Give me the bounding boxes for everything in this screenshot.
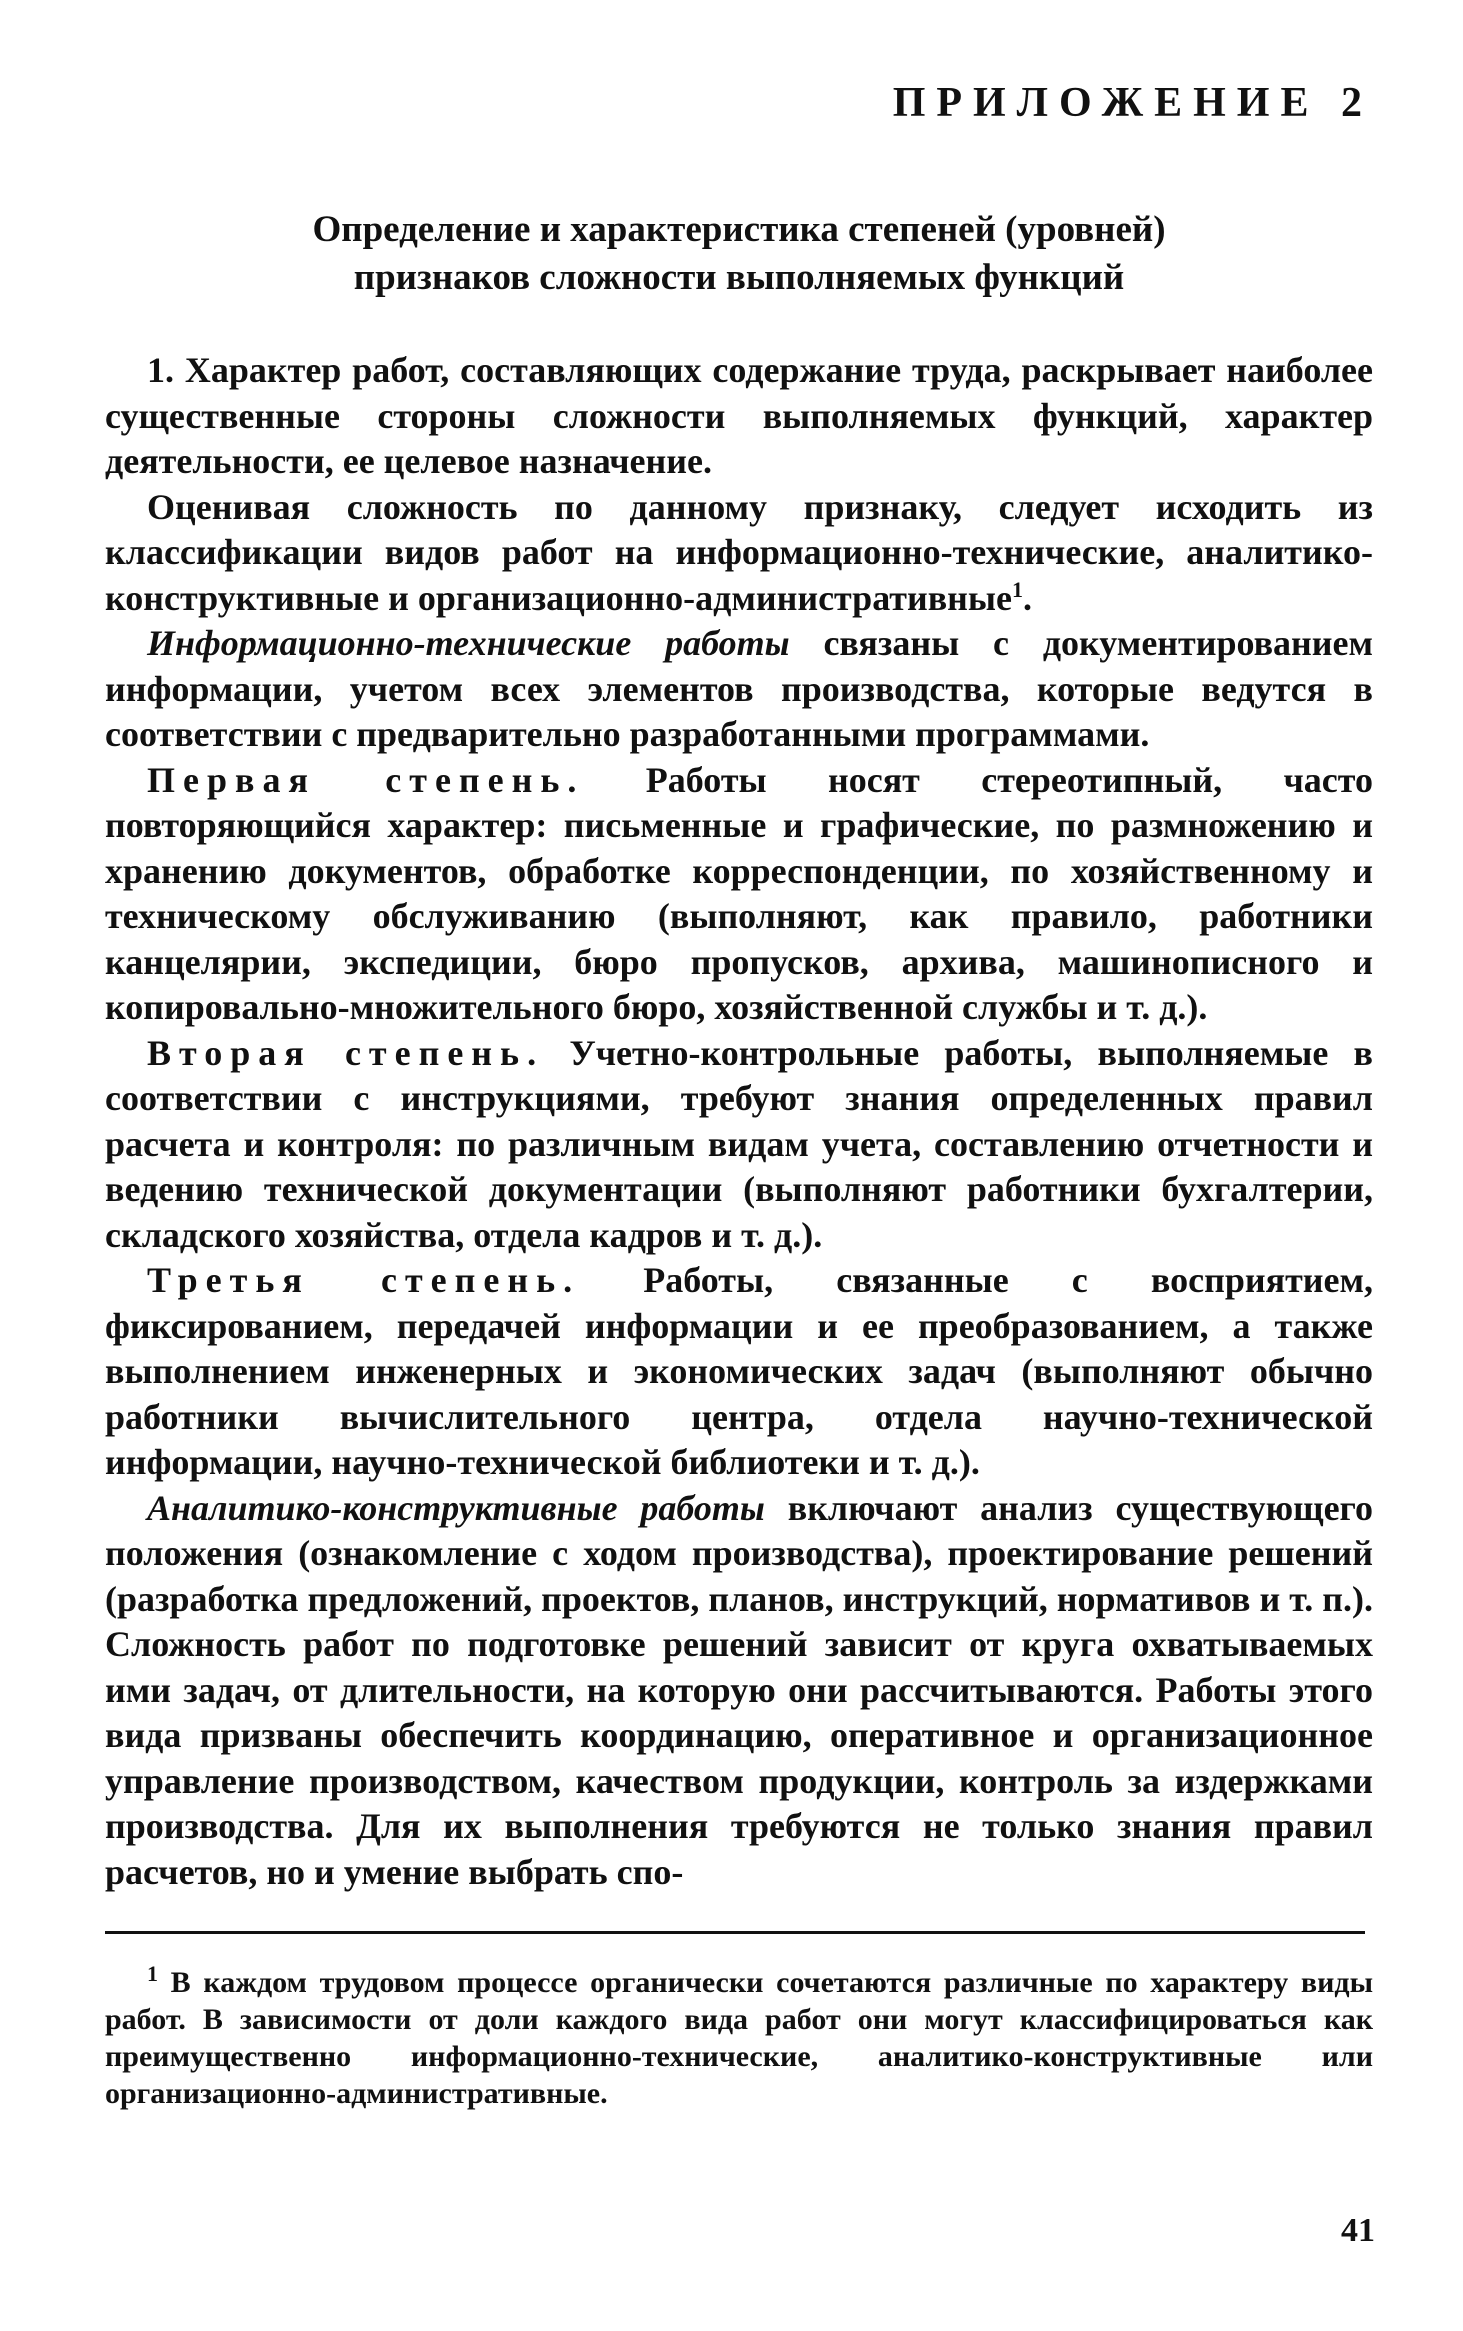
- first-degree-label: Первая степень.: [147, 759, 585, 800]
- section-title-line-1: Определение и характеристика степеней (уровней): [312, 209, 1166, 251]
- paragraph-3: [105, 621, 1373, 758]
- footnote: [105, 1961, 1373, 2112]
- second-degree-text: Учетно-контрольные работы, выполняемые в соответствии с инструкциями, требуют знания определенных правил расчета и контроля: по различным видам учета, составлению отчетности и ведению технической документации (выполняют работники бухгалтерии, складского хозяйства, отдела кадров и т. д.).: [105, 1032, 1373, 1255]
- paragraph-1: 1. Характер работ, составляющих содержание труда, раскрывает наиболее существенные стороны сложности выполняемых функций, характер деятельности, ее целевое назначение.: [105, 350, 1373, 482]
- third-degree-label: Третья степень.: [147, 1260, 581, 1301]
- paragraph-2: [105, 485, 1373, 622]
- paragraph-third-degree: [105, 1258, 1373, 1486]
- paragraph-3-text: связаны с документированием информации, учетом всех элементов производства, которые ведутся в соответствии с предварительно разработанными программами.: [105, 623, 1374, 755]
- appendix-heading: ПРИЛОЖЕНИЕ 2: [892, 80, 1373, 126]
- footnote-reference: 1: [1011, 576, 1023, 602]
- section-title: [105, 206, 1373, 302]
- second-degree-label: Вторая степень.: [147, 1032, 545, 1073]
- page-number: 41: [1341, 2212, 1375, 2249]
- paragraph-analytic-works: [105, 1486, 1373, 1896]
- footnote-text: В каждом трудовом процессе органически сочетаются различные по характеру виды работ. В зависимости от доли каждого вида работ они могут классифицироваться как преимущественно информационно-технические, аналитико-конструктивные или организационно-административные.: [105, 1966, 1373, 2111]
- footnote-divider: [105, 1931, 1365, 1934]
- analytic-works-term: Аналитико-конструктивные работы: [147, 1487, 765, 1528]
- section-title-line-2: признаков сложности выполняемых функций: [353, 257, 1125, 299]
- info-tech-works-term: Информационно-технические работы: [147, 623, 790, 664]
- paragraph-first-degree: [105, 758, 1373, 1031]
- paragraph-2-end: .: [1022, 577, 1032, 618]
- paragraph-second-degree: [105, 1031, 1373, 1259]
- paragraph-2-text: Оценивая сложность по данному признаку, следует исходить из классификации видов работ на информационно-технические, аналитико-конструктивные и организационно-административные: [105, 486, 1373, 618]
- first-degree-text: Работы носят стереотипный, часто повторяющийся характер: письменные и графические, по размножению и хранению документов, обработке корреспонденции, по хозяйственному и техническому обслуживанию (выполняют, как правило, работники канцелярии, экспедиции, бюро пропусков, архива, машинописного и копировально-множительного бюро, хозяйственной службы и т. д.).: [105, 759, 1373, 1028]
- analytic-works-text: включают анализ существующего положения (ознакомление с ходом производства), проектирование решений (разработка предложений, проектов, планов, инструкций, нормативов и т. п.). Сложность работ по подготовке решений зависит от круга охватываемых ими задач, от длительности, на которую они рассчитываются. Работы этого вида призваны обеспечить координацию, оперативное и организационное управление производством, качеством продукции, контроль за издержками производства. Для их выполнения требуются не только знания правил расчетов, но и умение выбрать спо-: [105, 1487, 1373, 1892]
- third-degree-text: Работы, связанные с восприятием, фиксированием, передачей информации и ее преобразованием, а также выполнением инженерных и экономических задач (выполняют обычно работники вычислительного центра, отдела научно-технической информации, научно-технической библиотеки и т. д.).: [105, 1260, 1374, 1483]
- footnote-mark: 1: [147, 1961, 158, 1987]
- main-text: [105, 348, 1373, 1895]
